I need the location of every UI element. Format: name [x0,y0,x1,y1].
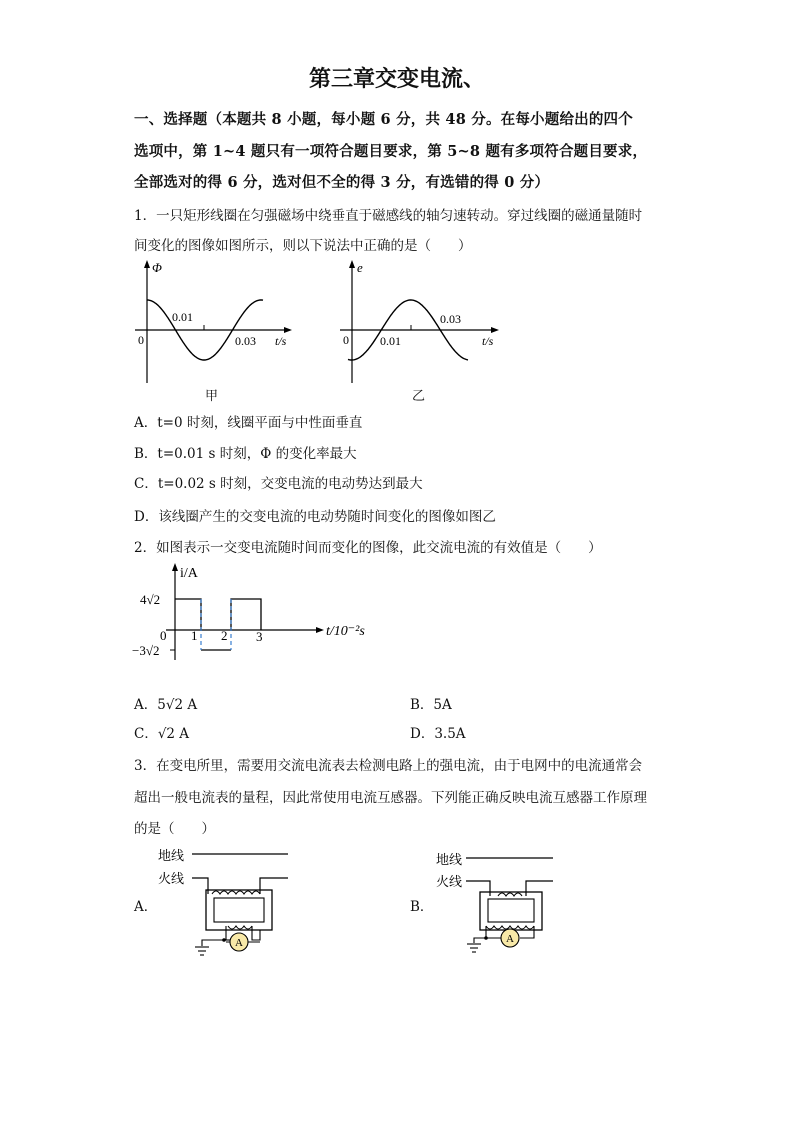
section-heading-line3: 全部选对的得 6 分，选对但不全的得 3 分，有选错的得 0 分） [134,174,550,191]
section-heading-line1: 一、选择题（本题共 8 小题，每小题 6 分，共 48 分。在每小题给出的四个 [134,111,633,128]
fig-b-ammeter-label: A [506,933,514,945]
fig-a-primary-coil [212,891,260,894]
graph-yi-tick-003: 0.03 [440,312,461,326]
question-2-stem: 2．如图表示一交变电流随时间而变化的图像，此交流电流的有效值是（ ） [134,540,602,556]
graph-2-y-arrow [172,563,178,571]
graph-jia-caption: 甲 [205,389,219,404]
question-1-option-b[interactable]: B．t=0.01 s 时刻，Φ 的变化率最大 [134,446,357,462]
graph-2-ytick-negative: −3√2 [132,643,160,658]
fig-b-ground-wire-label: 地线 [436,852,463,867]
graph-2-xtick-2: 2 [221,628,228,643]
graph-jia-x-label: t/s [275,334,287,348]
question-2-option-a[interactable]: A．5√2 A [134,697,198,713]
question-3-stem-line3: 的是（ ） [134,821,215,837]
question-1-option-c[interactable]: C．t=0.02 s 时刻，交变电流的电动势达到最大 [134,476,423,492]
question-3-option-a-label[interactable]: A． [134,899,158,915]
question-3-stem-line2: 超出一般电流表的量程，因此常使用电流互感器。下列能正确反映电流互感器工作原理 [134,790,647,806]
transformer-figure-a[interactable] [150,842,300,962]
fig-b-live-wire-label: 火线 [436,874,463,889]
graph-yi [330,258,510,398]
graph-2-x-label: t/10⁻²s [326,624,365,639]
question-2-option-c[interactable]: C．√2 A [134,726,190,742]
graph-yi-tick-001: 0.01 [380,334,401,348]
question-1-option-a[interactable]: A．t=0 时刻，线圈平面与中性面垂直 [134,415,363,431]
graph-jia-x-arrow [284,327,292,333]
graph-jia-tick-003: 0.03 [235,334,256,348]
fig-b-core-outer [480,892,542,930]
graph-2-y-label: i/A [180,566,198,581]
question-3-stem-line1: 3．在变电所里，需要用交流电流表去检测电路上的强电流，由于电网中的电流通常会 [134,758,643,774]
fig-a-ground-wire-label: 地线 [158,848,185,863]
fig-a-live-wire-right [260,878,288,894]
graph-yi-y-arrow [349,260,355,268]
question-1-stem-line1: 1．一只矩形线圈在匀强磁场中绕垂直于磁感线的轴匀速转动。穿过线圈的磁通量随时 [134,208,643,224]
graph-2-segment-3 [231,599,261,630]
graph-yi-origin-label: 0 [343,333,349,347]
graph-2-xtick-1: 1 [191,628,198,643]
fig-b-core-inner [488,899,534,922]
question-1-stem-line2: 间变化的图像如图所示，则以下说法中正确的是（ ） [134,238,472,254]
graph-2-segment-1 [175,599,201,630]
fig-a-live-wire-label: 火线 [158,871,185,886]
question-3-option-b-label[interactable]: B． [410,899,434,915]
fig-b-live-wire-left [466,881,490,896]
fig-b-primary-coil [498,893,522,896]
fig-a-core-inner [214,898,264,922]
graph-jia-y-arrow [144,260,150,268]
graph-jia [125,258,305,398]
graph-current-square-wave [128,560,378,665]
question-2-option-b[interactable]: B．5A [410,697,452,713]
fig-a-ammeter-label: A [235,937,243,949]
fig-b-live-wire-right [526,881,553,896]
transformer-figure-b[interactable] [428,848,578,958]
graph-jia-tick-001: 0.01 [172,310,193,324]
page-title: 第三章交变电流、 [308,66,485,92]
question-1-option-d[interactable]: D．该线圈产生的交变电流的电动势随时间变化的图像如图乙 [134,509,496,525]
question-2-option-d[interactable]: D．3.5A [410,726,466,742]
section-heading-line2: 选项中，第 1~4 题只有一项符合题目要求，第 5~8 题有多项符合题目要求， [134,143,648,160]
graph-yi-x-arrow [491,327,499,333]
graph-2-ytick-positive: 4√2 [140,592,161,607]
graph-yi-x-label: t/s [482,334,494,348]
graph-2-xtick-0: 0 [160,628,167,643]
graph-yi-caption: 乙 [412,389,426,404]
graph-2-x-arrow [316,627,324,633]
graph-jia-y-label: Φ [152,260,162,275]
graph-2-xtick-3: 3 [256,629,263,644]
graph-yi-y-label: e [357,260,363,275]
graph-jia-origin-label: 0 [138,333,144,347]
fig-a-core-outer [206,890,272,930]
fig-a-secondary-coil [228,926,252,929]
